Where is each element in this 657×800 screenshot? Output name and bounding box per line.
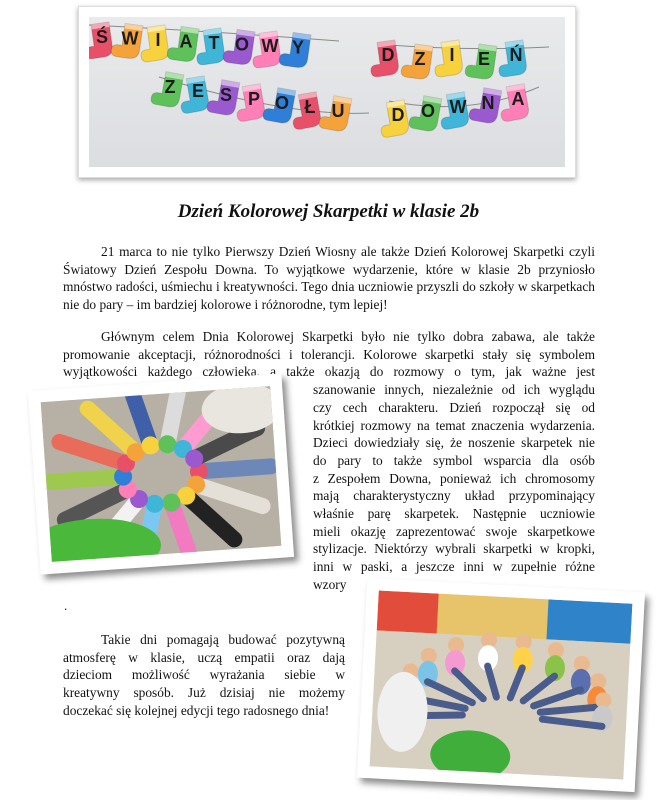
sock xyxy=(431,40,463,78)
sock-garland-illustration xyxy=(89,17,565,167)
paragraph-goal-wrap-line: właśnie parę skarpetek. Następnie uczniowie xyxy=(313,506,595,521)
sock-letter: T xyxy=(208,33,220,53)
sock-letter: O xyxy=(274,93,290,113)
sock-letter: N xyxy=(481,93,495,113)
sock-letter: W xyxy=(449,97,467,117)
paragraph-closing-line: Takie dni pomagają budować pozytywną xyxy=(101,632,345,647)
article-title: Dzień Kolorowej Skarpetki w klasie 2b xyxy=(177,201,480,222)
sock-letter: D xyxy=(391,105,405,125)
class-photo xyxy=(370,590,633,779)
sock-letter: A xyxy=(179,31,193,52)
paragraph-closing-line: doczekać się kolejnej edycji tego radosnego dnia! xyxy=(63,702,330,718)
banner-photo-frame xyxy=(78,6,576,178)
sock-letter: I xyxy=(155,30,161,50)
paragraph-goal-wrap-line: stylizacje. Niektórzy wybrali skarpetki w kropki, xyxy=(313,541,595,557)
banner-photo xyxy=(89,17,565,167)
sock-letter: Ś xyxy=(95,27,109,47)
sock-letter: Y xyxy=(291,37,305,58)
socks-circle-photo-frame xyxy=(28,373,294,574)
paragraph-goal-wrap-line: mieli okazję zaprezentować swoje skarpetkowe xyxy=(313,523,595,539)
class-photo-frame xyxy=(357,578,645,792)
paragraph-goal-wrap-line: inni w paski, a jeszcze inni w zupełnie różne xyxy=(313,559,595,575)
sock-letter: E xyxy=(477,49,491,69)
leg xyxy=(51,477,123,482)
red-cabinet xyxy=(377,590,439,633)
sock-letter: W xyxy=(121,28,139,49)
sock-letter: Z xyxy=(164,77,176,97)
paragraph-closing-line: atmosferę w klasie, uczą empatii oraz dają xyxy=(63,649,345,665)
paragraph-goal-wrap-line: krótkiej rozmowy na temat znaczenia wydarzenia. xyxy=(313,417,595,433)
paragraph-goal-wrap-line: z Zespołem Downa, ponieważ ich chromosomy xyxy=(313,470,595,486)
leg xyxy=(199,466,271,471)
sock-letter: Ł xyxy=(304,97,316,117)
stray-dot: . xyxy=(64,598,68,613)
sock-letter: O xyxy=(234,34,250,55)
sock-letter: P xyxy=(247,89,261,109)
blue-cabinet xyxy=(546,599,632,643)
sock-letter: O xyxy=(420,101,436,121)
sock-letter: I xyxy=(449,45,455,65)
sock-letter: Z xyxy=(414,49,426,69)
sock-letter: E xyxy=(191,81,205,101)
paragraph-goal-wrap-line: czy cech charakteru. Dzień rozpoczął się od xyxy=(313,399,595,415)
paragraph-goal-wrap-line: do pary to także symbol wsparcia dla osób xyxy=(313,452,595,468)
paragraph-closing-line: dzieciom możliwość wyrażania siebie w xyxy=(63,667,345,683)
classroom-illustration xyxy=(370,590,633,779)
paragraph-goal-line-2: promowanie akceptacji, różnorodności i tolerancji. Kolorowe skarpetki stały się symbolem xyxy=(63,346,595,362)
paragraph-goal-wrap-line: szanowanie innych, niezależnie od ich wyglądu xyxy=(313,382,595,398)
paragraph-closing-line: kreatywny sposób. Już dzisiaj nie możemy xyxy=(63,685,345,701)
sock-letter: D xyxy=(381,45,395,65)
sock-letter: U xyxy=(331,101,345,121)
garland-string-top-right xyxy=(389,45,549,49)
paragraph-goal-line-1: Głównym celem Dnia Kolorowej Skarpetki było nie tylko dobra zabawa, ale także xyxy=(101,329,595,344)
paragraph-goal-wrap-line: wzory xyxy=(313,576,347,592)
sock-letter: S xyxy=(219,85,233,105)
socks-circle-photo xyxy=(41,386,282,562)
paragraph-goal-line-3: wyjątkowości każdego człowieka, a także okazją do rozmowy o tym, jak ważne jest xyxy=(63,364,595,380)
paragraph-goal-wrap-line: Dzieci dowiedziały się, że noszenie skarpetek nie xyxy=(313,435,595,451)
paragraph-goal-wrap-line: mają charakterystyczny układ przypominający xyxy=(313,488,595,504)
sock-letter: A xyxy=(511,89,525,109)
socks-circle-illustration xyxy=(41,386,282,562)
sock-letter: W xyxy=(261,36,279,56)
paragraph-intro: 21 marca to nie tylko Pierwszy Dzień Wiosny ale także Dzień Kolorowej Skarpetki czyli Światowy Dzień Zespołu Downa. To wyjątkowe wydarzenie, które w klasie 2b przyniosło mnóstwo radości, uśmiechu i kreatywności. Tego dnia uczniowie przyszli do szkoły w skarpetkach nie do pary – im bardziej kolorowe i różnorodne, tym lepiej! xyxy=(63,244,595,313)
sock-letter: Ń xyxy=(509,45,523,65)
